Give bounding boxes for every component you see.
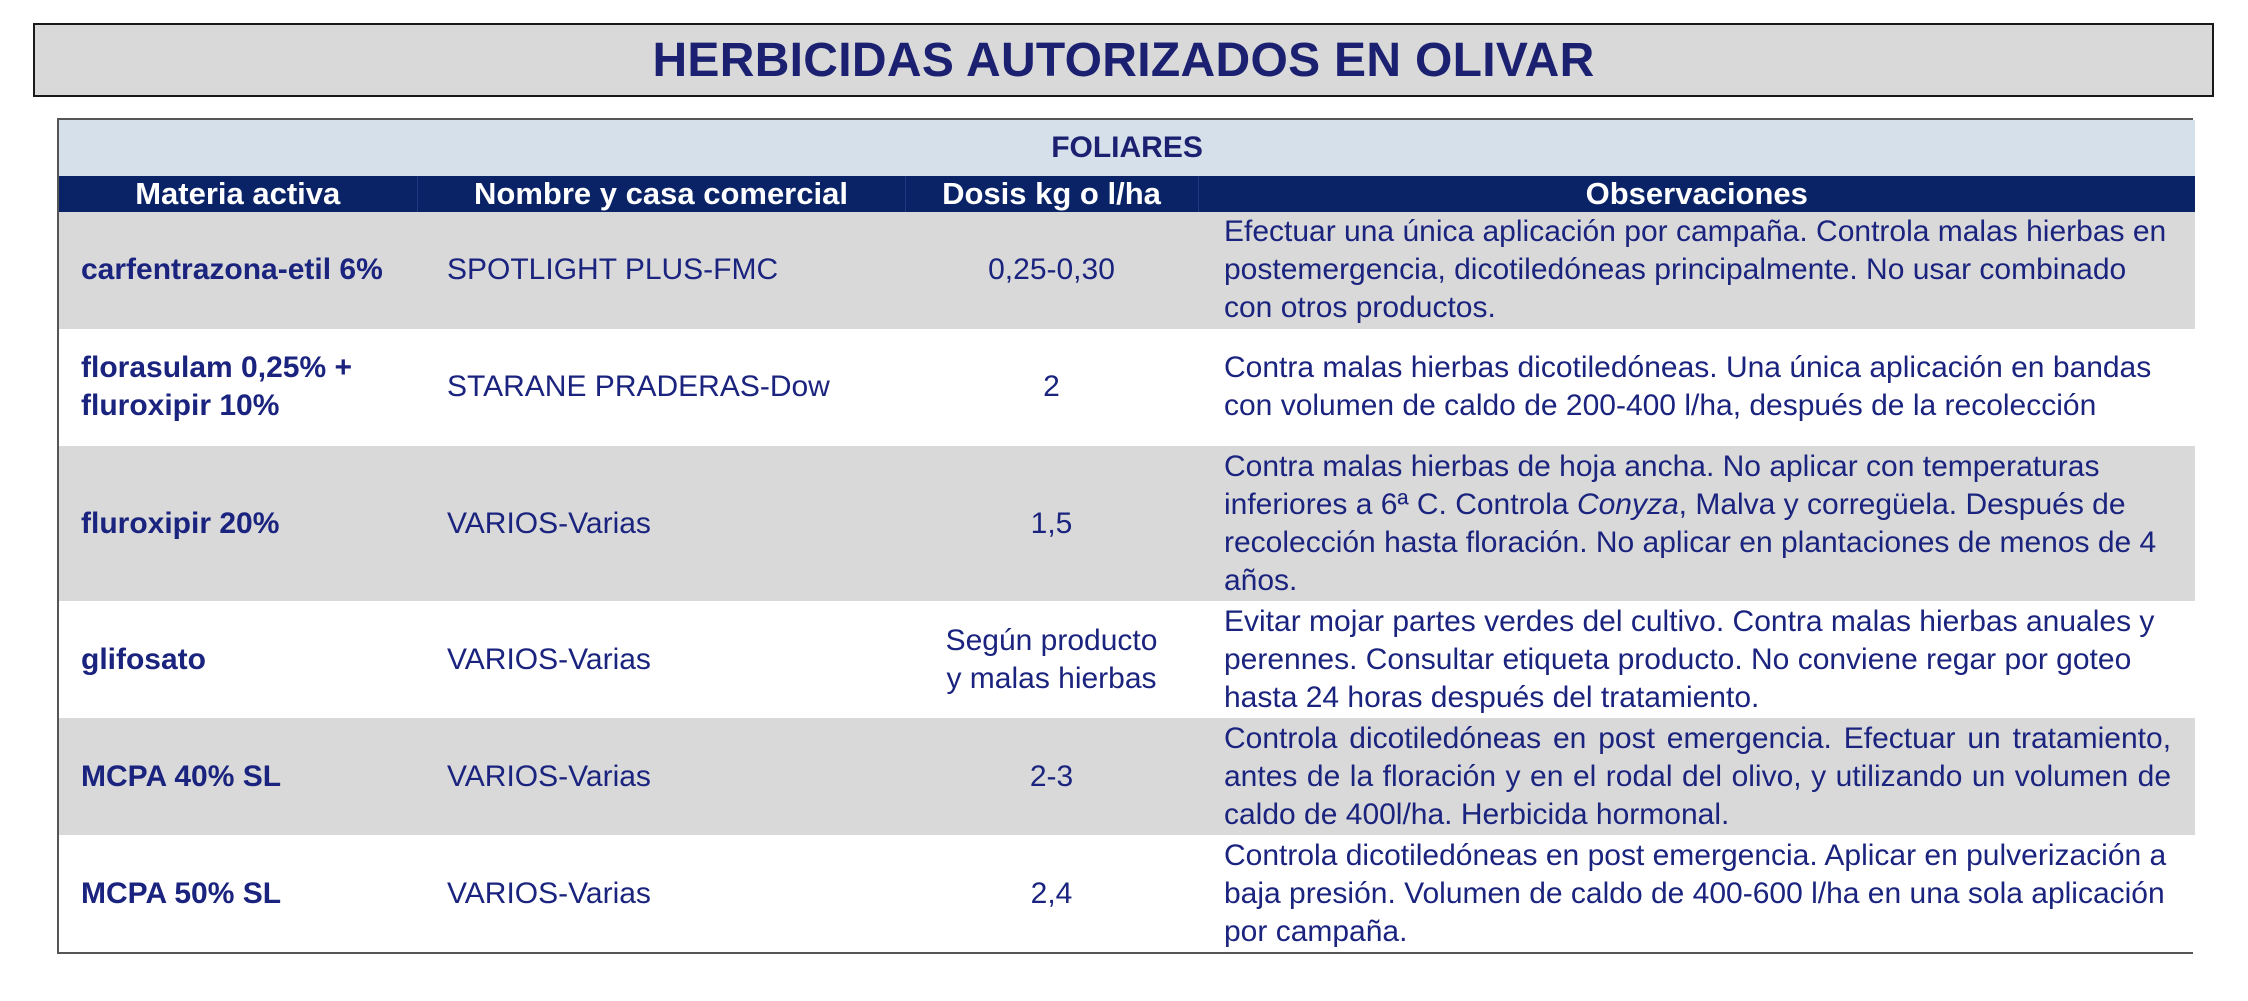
cell-materia: fluroxipir 20% xyxy=(59,446,417,601)
cell-materia: glifosato xyxy=(59,601,417,718)
page-title: HERBICIDAS AUTORIZADOS EN OLIVAR xyxy=(652,33,1595,87)
cell-materia: MCPA 50% SL xyxy=(59,835,417,952)
cell-observaciones: Contra malas hierbas dicotiledóneas. Una única aplicación en bandas con volumen de caldo de 200-400 l/ha, después de la recolección xyxy=(1198,329,2195,446)
table-row xyxy=(59,835,2195,952)
title-banner xyxy=(33,23,2214,97)
table-row xyxy=(59,212,2195,329)
cell-nombre: VARIOS-Varias xyxy=(417,835,905,952)
cell-observaciones: Controla dicotiledóneas en post emergencia. Aplicar en pulverización a baja presión. Volumen de caldo de 400-600 l/ha en una sola aplicación por campaña. xyxy=(1198,835,2195,952)
cell-nombre: STARANE PRADERAS-Dow xyxy=(417,329,905,446)
cell-observaciones: Efectuar una única aplicación por campaña. Controla malas hierbas en postemergencia, dicotiledóneas principalmente. No usar combinado con otros productos. xyxy=(1198,212,2195,329)
obs-text-part: , Malva y corregüela. Después de recolección hasta floración. No aplicar en plantaciones de menos de 4 años. xyxy=(1224,487,2157,597)
section-header-row xyxy=(59,120,2195,176)
cell-observaciones xyxy=(1198,446,2195,601)
cell-materia: carfentrazona-etil 6% xyxy=(59,212,417,329)
dosis-line: y malas hierbas xyxy=(946,661,1157,695)
cell-dosis: 2,4 xyxy=(905,835,1198,952)
obs-text-part: Contra malas hierbas de hoja ancha. No aplicar con temperaturas inferiores a 6ª C. Controla xyxy=(1224,449,2100,521)
table-row xyxy=(59,329,2195,446)
table-row xyxy=(59,446,2195,601)
cell-dosis: 0,25-0,30 xyxy=(905,212,1198,329)
cell-dosis xyxy=(905,601,1198,718)
column-header-observaciones: Observaciones xyxy=(1198,176,2195,212)
cell-materia: florasulam 0,25% + fluroxipir 10% xyxy=(59,329,417,446)
cell-dosis: 2 xyxy=(905,329,1198,446)
cell-dosis: 1,5 xyxy=(905,446,1198,601)
column-header-nombre: Nombre y casa comercial xyxy=(417,176,905,212)
obs-italic-species: Conyza xyxy=(1576,487,1679,521)
table-row xyxy=(59,718,2195,835)
cell-nombre: VARIOS-Varias xyxy=(417,601,905,718)
herbicide-table-container xyxy=(57,118,2193,954)
cell-observaciones: Controla dicotiledóneas en post emergencia. Efectuar un tratamiento, antes de la floración y en el rodal del olivo, y utilizando un volumen de caldo de 400l/ha. Herbicida hormonal. xyxy=(1198,718,2195,835)
cell-observaciones: Evitar mojar partes verdes del cultivo. Contra malas hierbas anuales y perennes. Consultar etiqueta producto. No conviene regar por goteo hasta 24 horas después del tratamiento. xyxy=(1198,601,2195,718)
cell-dosis: 2-3 xyxy=(905,718,1198,835)
cell-nombre: SPOTLIGHT PLUS-FMC xyxy=(417,212,905,329)
cell-materia: MCPA 40% SL xyxy=(59,718,417,835)
column-header-dosis: Dosis kg o l/ha xyxy=(905,176,1198,212)
herbicide-table xyxy=(59,120,2195,952)
table-row xyxy=(59,601,2195,718)
cell-nombre: VARIOS-Varias xyxy=(417,718,905,835)
section-title: FOLIARES xyxy=(59,120,2195,176)
column-header-row xyxy=(59,176,2195,212)
cell-nombre: VARIOS-Varias xyxy=(417,446,905,601)
column-header-materia: Materia activa xyxy=(59,176,417,212)
dosis-line: Según producto xyxy=(945,623,1158,657)
